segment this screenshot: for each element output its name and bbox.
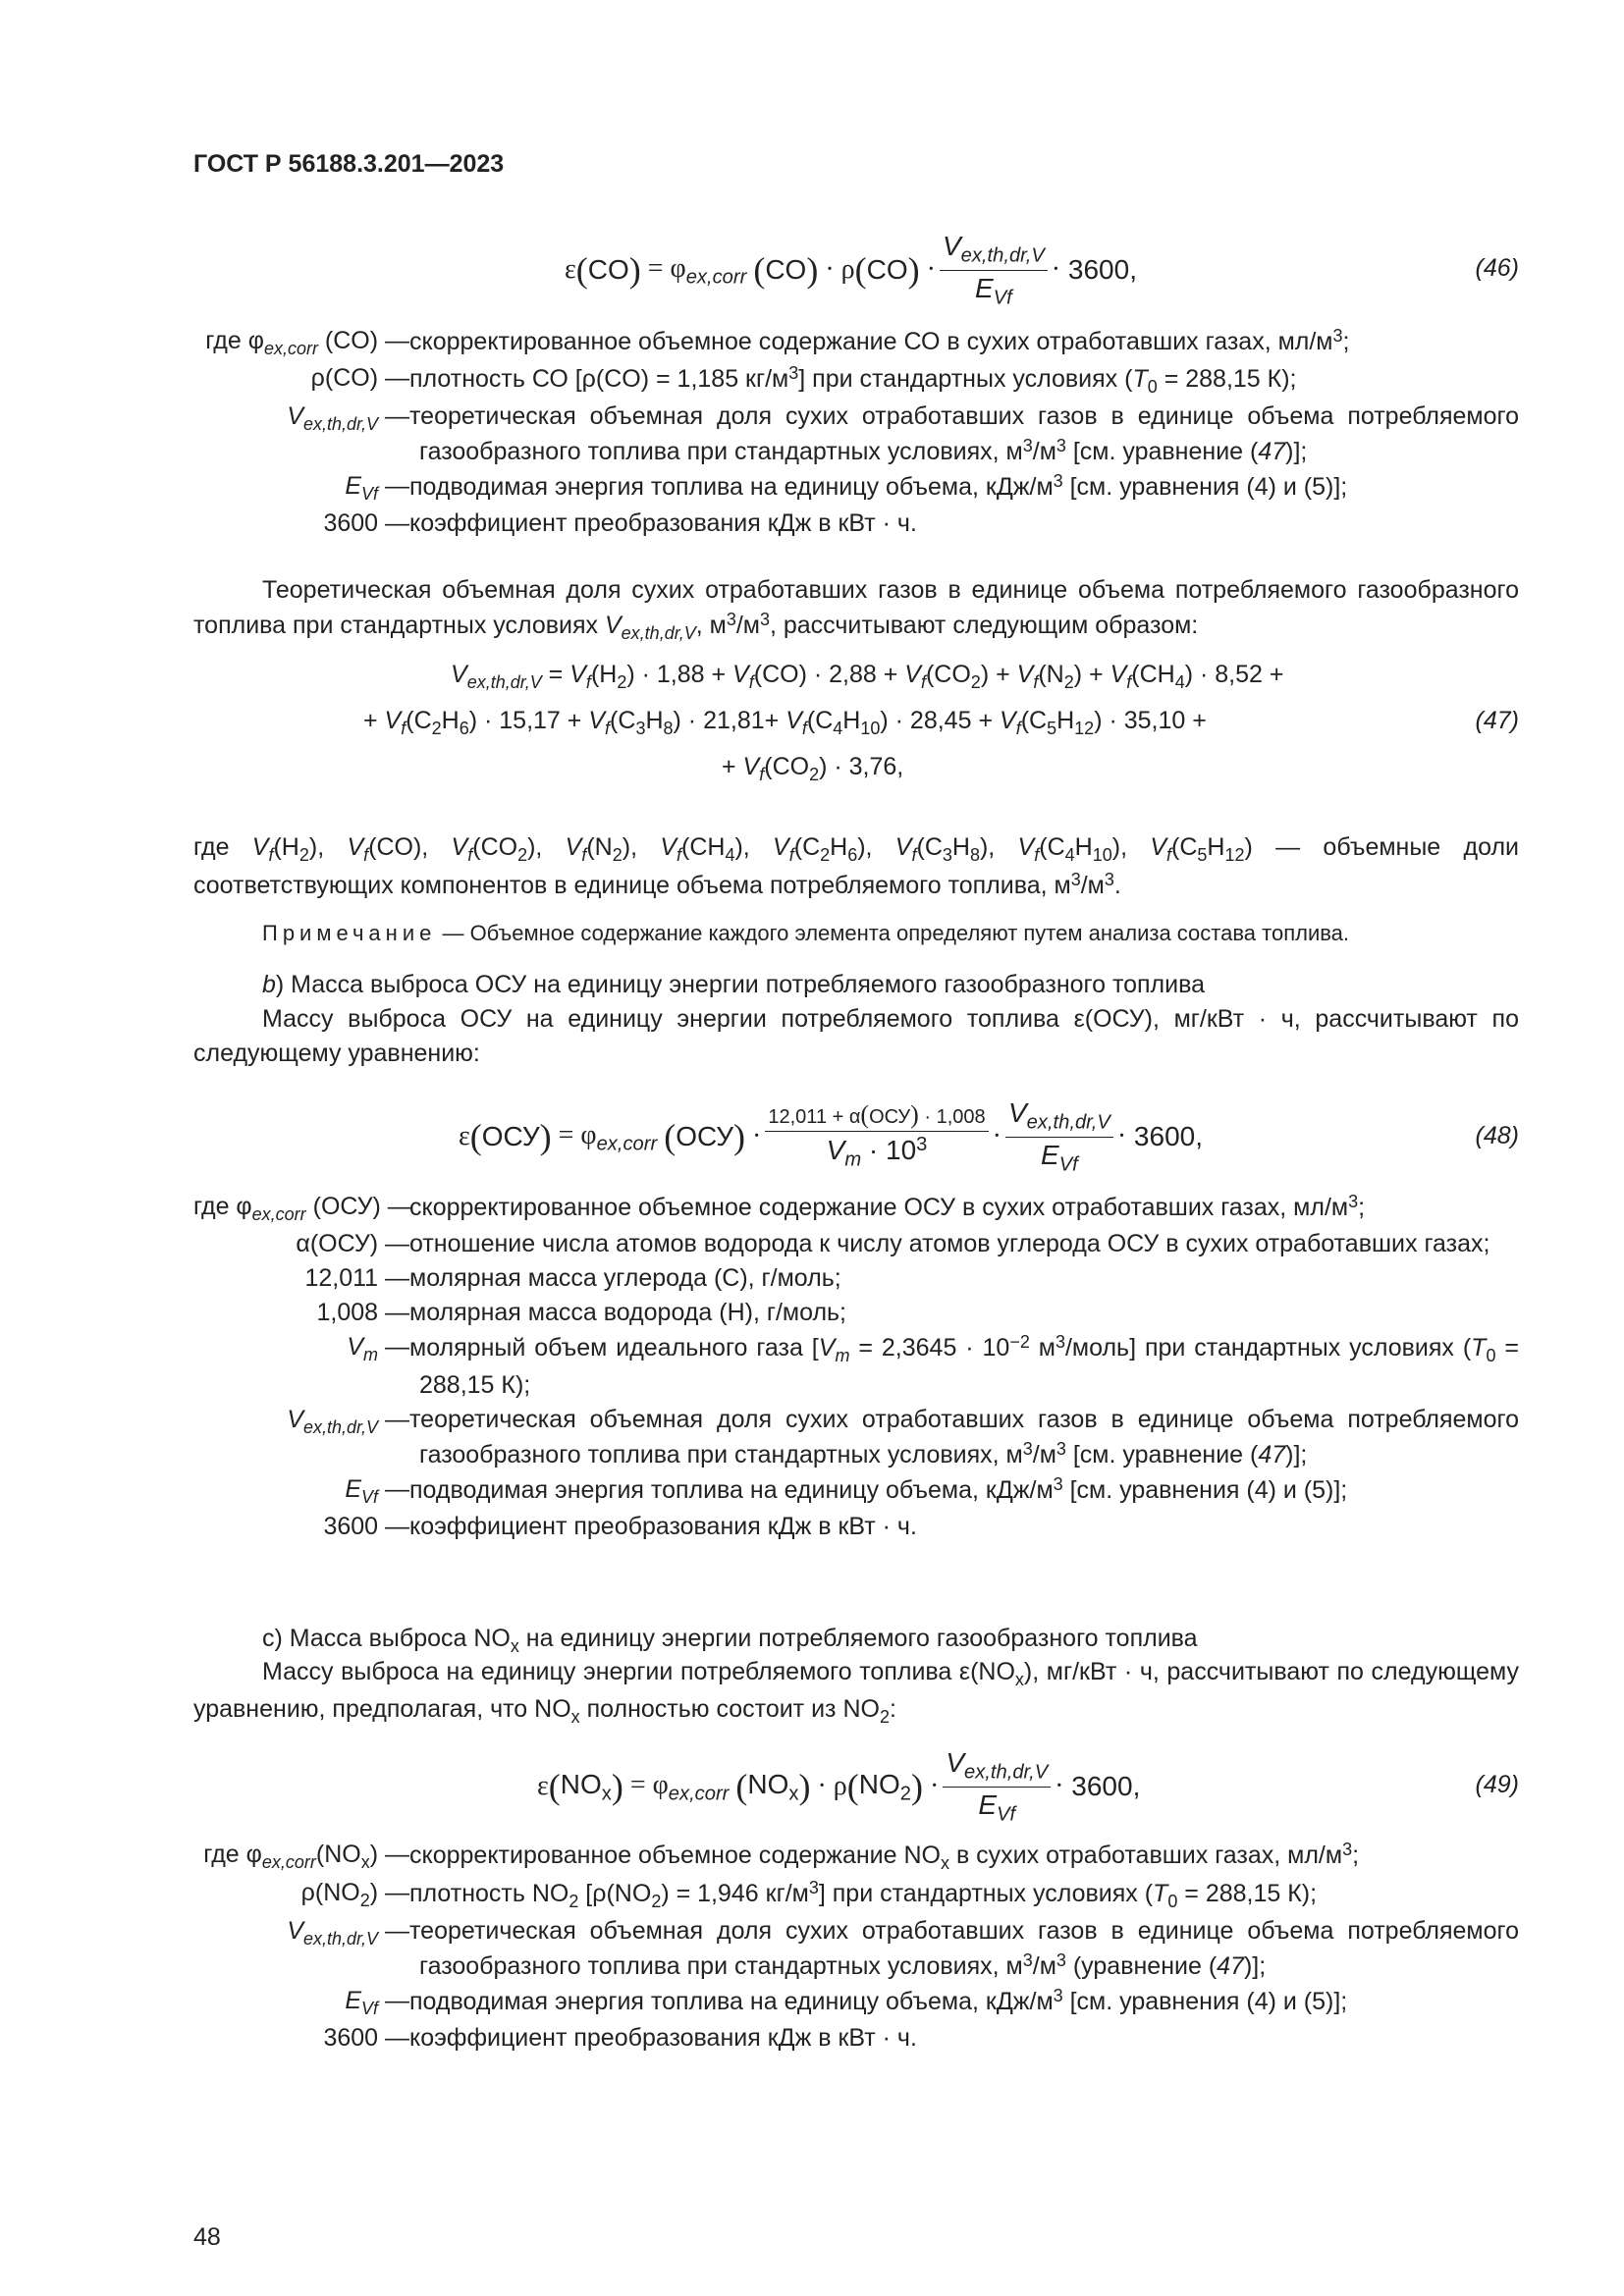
definitions-48 xyxy=(193,1190,1519,1544)
definition-term: $E_{Vf}$ — xyxy=(345,1475,409,1507)
paragraph-section-b: b) Масса выброса ОСУ на единицу энергии потребляемого газообразного топлива xyxy=(262,971,1206,998)
definitions-49 xyxy=(193,1838,1519,2056)
paragraph-section-c: с) Масса выброса $NO_x$ на единицу энергии потребляемого газообразного топлива xyxy=(262,1625,1198,1656)
equation-49-number: (49) xyxy=(1475,1771,1519,1798)
definition-description: коэффициент преобразования кДж в кВт · ч. xyxy=(409,509,917,537)
definition-item xyxy=(193,2021,1519,2056)
definition-description: теоретическая объемная доля сухих отработавших газов в единице объема потребляемого газообразного топлива при стандартных условиях, $м^3/м^3$ [см. уравнение (47)]; xyxy=(409,401,1519,466)
definition-description: плотность СО [ρ(CO) = 1,185 $кг/м^3$] при стандартных условиях ($T_0 = 288,15$ К); xyxy=(409,362,1297,397)
note-label: Примечание xyxy=(262,921,437,945)
definition-item xyxy=(193,1190,1519,1227)
definition-term: 3600 — xyxy=(323,2024,409,2053)
definition-description: скорректированное объемное содержание ОСУ в сухих отработавших газах, $мл/м^3$; xyxy=(409,1192,1366,1222)
equation-47-number: (47) xyxy=(1475,707,1519,734)
definition-item xyxy=(193,1838,1519,1876)
paragraph-component-fractions: где $V_f(H_2)$, $V_f(CO)$, $V_f(CO_2)$, $V_f(N_2)$, $V_f(CH_4)$, $V_f(C_2H_6)$, $V_f(C_3H_8)$, $V_f(C_4H_{10})$, $V_f(C_5H_{12})$ — объемные доли соответствующих компонентов в единице объема потребляемого топлива, $м^3/м^3$. xyxy=(193,833,1519,900)
equation-46-number: (46) xyxy=(1475,254,1519,282)
definition-description: плотность $NO_2$ [$\rho(NO_2) = 1,946$ $кг/м^3$] при стандартных условиях ($T_0 = 288,15$ К); xyxy=(409,1878,1318,1911)
definition-description: коэффициент преобразования кДж в кВт · ч. xyxy=(409,1513,917,1540)
definition-item xyxy=(193,400,1519,469)
definition-item xyxy=(193,1330,1519,1403)
equation-49: ε ( $NO_x$ ) = $\varphi_{ex,corr}$ ( $NO_x$ ) · ρ ( $NO_2$ ) · $\frac{V_{ex,th,dr,V}}{E_{Vf}}$ · 3600, (49) xyxy=(537,1746,1519,1825)
definition-description: отношение числа атомов водорода к числу атомов углерода ОСУ в сухих отработавших газах; xyxy=(409,1229,1490,1257)
definition-term: где $\varphi_{ex,corr}$ (ОСУ) — xyxy=(193,1193,412,1224)
definition-description: скорректированное объемное содержание $NO_x$ в сухих отработавших газах, $мл/м^3$; xyxy=(409,1840,1360,1873)
page-number: 48 xyxy=(193,2223,221,2251)
equation-47-line-1: $V_{ex,th,dr,V} = V_f(H_2) \cdot 1,88 + V_f(CO) \cdot 2,88 + V_f(CO_2) + V_f(N_2) + V_f(CH_4) \cdot 8,52$ + xyxy=(451,661,1284,692)
definition-term: $V_{ex,th,dr,V}$ — xyxy=(287,1917,409,1949)
definition-description: теоретическая объемная доля сухих отработавших газов в единице объема потребляемого газообразного топлива при стандартных условиях, $м^3/м^3$ [см. уравнение (47)]; xyxy=(409,1405,1519,1469)
definition-item xyxy=(193,1227,1519,1261)
definition-term: 3600 — xyxy=(323,1513,409,1540)
definition-item xyxy=(193,1472,1519,1510)
note xyxy=(262,919,1519,949)
definition-term: $E_{Vf}$ — xyxy=(345,472,409,504)
definition-item xyxy=(193,324,1519,361)
definition-item xyxy=(193,1984,1519,2021)
definition-term: ρ(CO) — xyxy=(310,363,409,392)
definition-description: подводимая энергия топлива на единицу объема, кДж/$м^3$ [см. уравнения (4) и (5)]; xyxy=(409,471,1348,502)
paragraph-nox-intro: Массу выброса на единицу энергии потребляемого топлива $\varepsilon(NO_x)$, мг/кВт · ч, рассчитывают по следующему уравнению, предполагая, что $NO_x$ полностью состоит из $NO_2$: xyxy=(193,1658,1519,1727)
definition-item xyxy=(193,361,1519,400)
definition-term: $\rho(NO_2)$ — xyxy=(300,1879,409,1910)
equation-46: ε ( CO ) = $\varphi_{ex,corr}$ ( CO ) · ρ ( CO ) · $\frac{V_{ex,th,dr,V}}{E_{Vf}}$ · 3600, (46) xyxy=(565,230,1519,308)
equation-48-number: (48) xyxy=(1475,1122,1519,1149)
definition-description: теоретическая объемная доля сухих отработавших газов в единице объема потребляемого газообразного топлива при стандартных условиях, $м^3/м^3$ (уравнение (47)]; xyxy=(409,1917,1519,1981)
definitions-46 xyxy=(193,324,1519,541)
definition-term: где $\varphi_{ex,corr}(NO_x)$ — xyxy=(203,1841,409,1872)
equation-47-line-2: + $V_f(C_2H_6) \cdot 15,17 + V_f(C_3H_8) \cdot 21,81+ V_f(C_4H_{10}) \cdot 28,45 + V_f(C_5H_{12}) \cdot 35,10$ + xyxy=(363,707,1207,738)
definition-description: молярная масса углерода (С), г/моль; xyxy=(409,1263,841,1292)
definition-description: подводимая энергия топлива на единицу объема, кДж/$м^3$ [см. уравнения (4) и (5)]; xyxy=(409,1474,1348,1505)
definition-term: 1,008 — xyxy=(316,1298,409,1326)
equation-47 xyxy=(193,658,1519,795)
paragraph-theoretical-fraction: Теоретическая объемная доля сухих отработавших газов в единице объема потребляемого газообразного топлива при стандартных условиях $V_{ex,th,dr,V}$, $м^3/м^3$, рассчитывают следующим образом: xyxy=(193,576,1519,643)
definition-description: молярная масса водорода (Н), г/моль; xyxy=(409,1298,847,1326)
definition-item xyxy=(193,507,1519,541)
definition-item xyxy=(193,469,1519,507)
definition-description: молярный объем идеального газа [$V_m = 2,3645 \cdot 10^{-2}$ $м^3/моль$] при стандартных условиях ($T_0 = 288,15$ К); xyxy=(409,1331,1519,1399)
definition-item xyxy=(193,1296,1519,1330)
definition-item xyxy=(193,1510,1519,1544)
note-text: — Объемное содержание каждого элемента определяют путем анализа состава топлива. xyxy=(436,921,1350,945)
definition-term: 3600 — xyxy=(323,509,409,537)
definition-term: 12,011 — xyxy=(304,1263,409,1292)
definition-term: α(ОСУ) — xyxy=(296,1229,409,1257)
document-header: ГОСТ Р 56188.3.201—2023 xyxy=(193,150,505,178)
definition-description: подводимая энергия топлива на единицу объема, кДж/$м^3$ [см. уравнения (4) и (5)]; xyxy=(409,1986,1348,2016)
definition-description: коэффициент преобразования кДж в кВт · ч. xyxy=(409,2024,917,2053)
definition-term: $V_{ex,th,dr,V}$ — xyxy=(287,1405,409,1437)
definition-term: где $\varphi_{ex,corr}$ (CO) — xyxy=(205,327,409,358)
paragraph-osu-intro: Массу выброса ОСУ на единицу энергии потребляемого топлива ε(ОСУ), мг/кВт · ч, рассчитывают по следующему уравнению: xyxy=(193,1005,1519,1067)
definition-item xyxy=(193,1261,1519,1296)
definition-item xyxy=(193,1914,1519,1984)
equation-48: ε ( ОСУ ) = $\varphi_{ex,corr}$ ( ОСУ ) · $\frac{\text{12,011 + α(ОСУ) · 1,008}}{V_m \cdot 10^3}$ · $\frac{V_{ex,th,dr,V}}{E_{Vf}}$ · 3600, (48) xyxy=(459,1096,1519,1175)
definition-term: $E_{Vf}$ — xyxy=(345,1987,409,2018)
definition-term: $V_{ex,th,dr,V}$ — xyxy=(287,401,409,434)
definition-item xyxy=(193,1876,1519,1914)
definition-item xyxy=(193,1403,1519,1472)
definition-description: скорректированное объемное содержание СО в сухих отработавших газах, $мл/м^3$; xyxy=(409,326,1350,356)
definition-term: $V_m$ — xyxy=(347,1332,409,1364)
equation-47-line-3: + $V_f(CO_2) \cdot 3,76$, xyxy=(722,753,904,784)
